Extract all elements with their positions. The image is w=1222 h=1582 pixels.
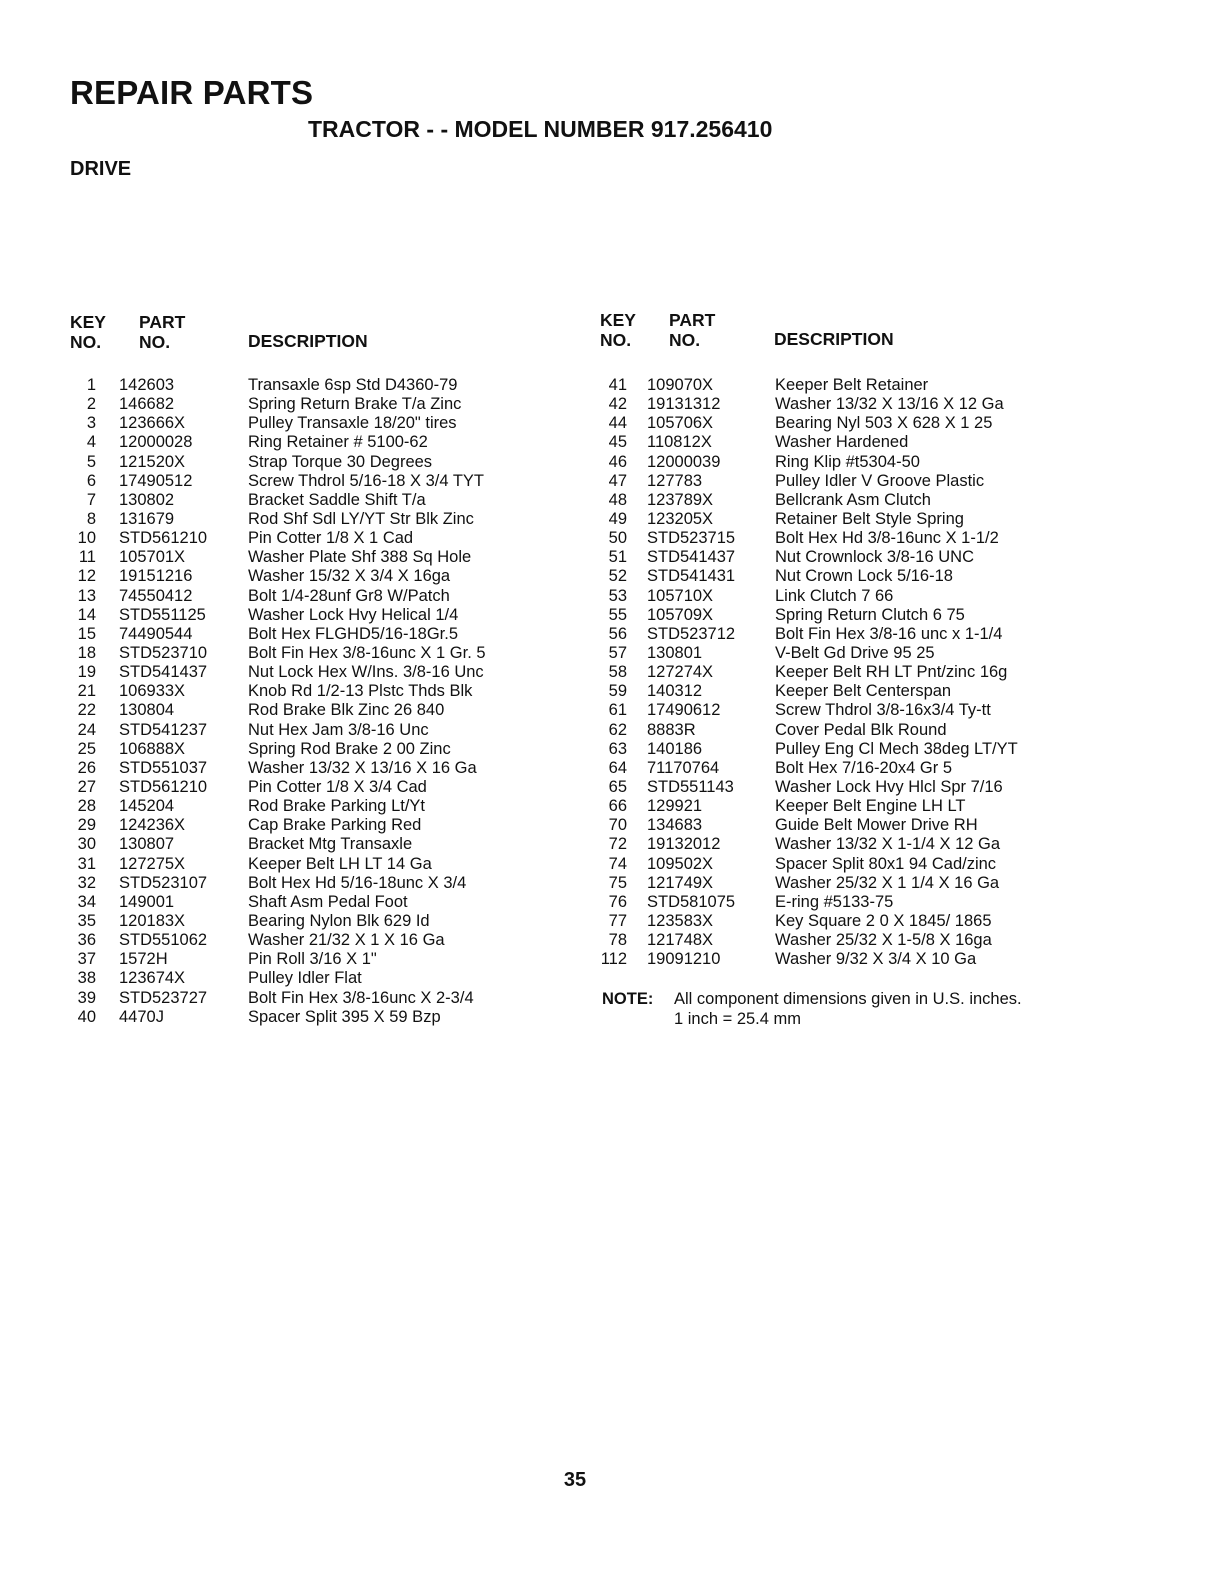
part-number: 127274X bbox=[647, 663, 714, 682]
part-number: 121520X bbox=[119, 452, 186, 471]
part-number: 123674X bbox=[119, 969, 186, 988]
part-number: STD541431 bbox=[647, 567, 736, 586]
part-number: 71170764 bbox=[647, 758, 720, 777]
part-number: STD523727 bbox=[119, 988, 208, 1007]
part-description: Pulley Eng Cl Mech 38deg LT/YT bbox=[775, 739, 1018, 758]
part-header-line1: PART bbox=[669, 310, 716, 330]
key-header-line2: NO. bbox=[600, 330, 632, 350]
part-description: Retainer Belt Style Spring bbox=[775, 509, 964, 528]
note-text: All component dimensions given in U.S. inches. bbox=[674, 990, 1022, 1009]
key-number: 28 bbox=[77, 797, 96, 816]
part-number: STD551143 bbox=[647, 777, 734, 796]
key-number: 42 bbox=[608, 395, 627, 414]
part-description: Shaft Asm Pedal Foot bbox=[248, 892, 408, 911]
part-number: 140186 bbox=[647, 739, 703, 758]
key-number: 32 bbox=[77, 873, 96, 892]
key-number: 65 bbox=[608, 777, 627, 796]
part-description: E-ring #5133-75 bbox=[775, 892, 894, 911]
part-number: 146682 bbox=[119, 395, 175, 414]
key-number: 30 bbox=[77, 835, 96, 854]
part-number: 105701X bbox=[119, 548, 186, 567]
key-number: 8 bbox=[86, 509, 96, 528]
part-number: STD561210 bbox=[119, 529, 208, 548]
part-description: Transaxle 6sp Std D4360-79 bbox=[248, 376, 458, 394]
part-number: STD523107 bbox=[119, 873, 208, 892]
part-number: 110812X bbox=[647, 433, 712, 452]
part-number: 106933X bbox=[119, 682, 186, 701]
part-description: Pulley Idler Flat bbox=[248, 969, 362, 988]
key-number: 21 bbox=[77, 682, 96, 701]
part-number: 130801 bbox=[647, 643, 703, 662]
part-description: Ring Klip #t5304-50 bbox=[775, 452, 920, 471]
part-description: Keeper Belt LH LT 14 Ga bbox=[248, 854, 432, 873]
part-number: STD541437 bbox=[647, 548, 736, 567]
part-number: STD561210 bbox=[119, 777, 208, 796]
part-description: Spring Rod Brake 2 00 Zinc bbox=[248, 739, 451, 758]
part-number: 105709X bbox=[647, 605, 714, 624]
part-description: Cover Pedal Blk Round bbox=[775, 720, 947, 739]
part-description: Keeper Belt Centerspan bbox=[775, 682, 952, 701]
part-number: 105706X bbox=[647, 414, 714, 433]
part-description: Bellcrank Asm Clutch bbox=[775, 490, 931, 509]
key-number: 45 bbox=[608, 433, 627, 452]
part-description: Bearing Nyl 503 X 628 X 1 25 bbox=[775, 414, 993, 433]
part-number: 12000039 bbox=[647, 452, 721, 471]
part-number: 120183X bbox=[119, 911, 186, 930]
part-description: Bolt Fin Hex 3/8-16unc X 1 Gr. 5 bbox=[248, 643, 486, 662]
key-number: 55 bbox=[608, 605, 627, 624]
part-description: Spacer Split 80x1 94 Cad/zinc bbox=[775, 854, 997, 873]
part-description: Keeper Belt Engine LH LT bbox=[775, 797, 966, 816]
key-number: 76 bbox=[608, 892, 627, 911]
key-number: 112 bbox=[600, 950, 627, 969]
part-number: STD523710 bbox=[119, 643, 208, 662]
part-number: STD551125 bbox=[119, 605, 206, 624]
key-number: 44 bbox=[608, 414, 627, 433]
part-number: STD523712 bbox=[647, 624, 736, 643]
part-description: Cap Brake Parking Red bbox=[248, 816, 422, 835]
key-number: 39 bbox=[77, 988, 96, 1007]
page-number: 35 bbox=[563, 1469, 587, 1491]
part-description: Pin Roll 3/16 X 1" bbox=[248, 950, 377, 969]
part-description: Nut Lock Hex W/Ins. 3/8-16 Unc bbox=[248, 663, 484, 682]
key-number: 7 bbox=[86, 490, 96, 509]
part-description: Spring Return Brake T/a Zinc bbox=[248, 395, 462, 414]
key-number: 40 bbox=[77, 1007, 96, 1026]
key-number: 48 bbox=[608, 490, 627, 509]
key-number: 72 bbox=[608, 835, 627, 854]
section-heading: DRIVE bbox=[70, 158, 132, 180]
key-number: 58 bbox=[608, 663, 627, 682]
key-number: 11 bbox=[78, 548, 96, 567]
part-number: 140312 bbox=[647, 682, 703, 701]
description-header: DESCRIPTION bbox=[774, 329, 894, 349]
key-number: 10 bbox=[77, 529, 96, 548]
key-number: 41 bbox=[608, 376, 627, 394]
part-description: Bearing Nylon Blk 629 Id bbox=[248, 911, 430, 930]
part-number: 130802 bbox=[119, 490, 175, 509]
part-number: 4470J bbox=[119, 1007, 164, 1026]
part-number: 109502X bbox=[647, 854, 714, 873]
key-number: 34 bbox=[77, 892, 96, 911]
key-number: 2 bbox=[86, 395, 96, 414]
part-number: 127783 bbox=[647, 471, 703, 490]
part-number: 109070X bbox=[647, 376, 714, 394]
page-title: REPAIR PARTS bbox=[70, 74, 314, 111]
part-description: Bolt Hex Hd 3/8-16unc X 1-1/2 bbox=[775, 529, 999, 548]
part-number: 19131312 bbox=[647, 395, 721, 414]
part-description: Bolt Fin Hex 3/8-16 unc x 1-1/4 bbox=[775, 624, 1003, 643]
key-number: 70 bbox=[608, 816, 627, 835]
key-number: 12 bbox=[77, 567, 96, 586]
key-number: 31 bbox=[77, 854, 96, 873]
key-number: 56 bbox=[608, 624, 627, 643]
key-number: 14 bbox=[77, 605, 96, 624]
key-number: 5 bbox=[86, 452, 96, 471]
part-number: 149001 bbox=[119, 892, 175, 911]
part-description: Pulley Idler V Groove Plastic bbox=[775, 471, 985, 490]
key-number: 64 bbox=[608, 758, 627, 777]
part-description: Guide Belt Mower Drive RH bbox=[775, 816, 978, 835]
part-number: 19091210 bbox=[647, 950, 721, 969]
part-description: Spring Return Clutch 6 75 bbox=[775, 605, 965, 624]
part-number: STD551062 bbox=[119, 931, 208, 950]
part-number: 129921 bbox=[647, 797, 703, 816]
key-number: 62 bbox=[608, 720, 627, 739]
part-description: Ring Retainer # 5100-62 bbox=[248, 433, 428, 452]
key-number: 38 bbox=[77, 969, 96, 988]
part-description: Bolt Hex FLGHD5/16-18Gr.5 bbox=[248, 624, 459, 643]
description-header: DESCRIPTION bbox=[248, 331, 368, 351]
part-description: Washer 25/32 X 1 1/4 X 16 Ga bbox=[775, 873, 1000, 892]
note-label: NOTE: bbox=[602, 990, 654, 1009]
key-number: 13 bbox=[77, 586, 96, 605]
key-number: 59 bbox=[608, 682, 627, 701]
part-description: Nut Crownlock 3/8-16 UNC bbox=[775, 548, 974, 567]
key-number: 78 bbox=[608, 931, 627, 950]
key-number: 74 bbox=[608, 854, 627, 873]
key-header-line2: NO. bbox=[70, 332, 102, 352]
part-number: 121748X bbox=[647, 931, 714, 950]
key-number: 50 bbox=[608, 529, 627, 548]
part-number: 123666X bbox=[119, 414, 186, 433]
key-number: 22 bbox=[77, 701, 96, 720]
part-number: 105710X bbox=[647, 586, 714, 605]
key-number: 3 bbox=[86, 414, 96, 433]
part-description: Washer Hardened bbox=[775, 433, 909, 452]
part-number: STD541437 bbox=[119, 663, 208, 682]
part-number: 1572H bbox=[119, 950, 168, 969]
part-description: Washer 13/32 X 1-1/4 X 12 Ga bbox=[775, 835, 1001, 854]
key-header-line1: KEY bbox=[70, 312, 106, 332]
key-number: 46 bbox=[608, 452, 627, 471]
part-description: Washer 9/32 X 3/4 X 10 Ga bbox=[775, 950, 977, 969]
part-description: Bracket Saddle Shift T/a bbox=[248, 490, 426, 509]
part-number: 131679 bbox=[119, 509, 175, 528]
part-description: Screw Thdrol 5/16-18 X 3/4 TYT bbox=[248, 471, 485, 490]
part-description: Rod Shf Sdl LY/YT Str Blk Zinc bbox=[248, 509, 474, 528]
part-description: Pin Cotter 1/8 X 1 Cad bbox=[248, 529, 414, 548]
part-number: STD541237 bbox=[119, 720, 208, 739]
part-description: V-Belt Gd Drive 95 25 bbox=[775, 643, 935, 662]
part-number: 123583X bbox=[647, 911, 714, 930]
key-number: 15 bbox=[77, 624, 96, 643]
part-number: 8883R bbox=[647, 720, 696, 739]
key-number: 63 bbox=[608, 739, 627, 758]
part-number: 121749X bbox=[647, 873, 714, 892]
key-number: 24 bbox=[77, 720, 96, 739]
part-description: Bracket Mtg Transaxle bbox=[248, 835, 413, 854]
part-header-line1: PART bbox=[139, 312, 186, 332]
key-number: 29 bbox=[77, 816, 96, 835]
part-description: Spacer Split 395 X 59 Bzp bbox=[248, 1007, 441, 1026]
key-number: 25 bbox=[77, 739, 96, 758]
part-description: Washer 13/32 X 13/16 X 12 Ga bbox=[775, 395, 1004, 414]
part-description: Bolt Hex 7/16-20x4 Gr 5 bbox=[775, 758, 953, 777]
part-description: Strap Torque 30 Degrees bbox=[248, 452, 433, 471]
key-number: 27 bbox=[77, 777, 96, 796]
key-number: 47 bbox=[608, 471, 627, 490]
key-number: 6 bbox=[86, 471, 96, 490]
key-number: 36 bbox=[77, 931, 96, 950]
part-number: 123789X bbox=[647, 490, 714, 509]
part-number: STD581075 bbox=[647, 892, 736, 911]
part-description: Key Square 2 0 X 1845/ 1865 bbox=[775, 911, 992, 930]
part-description: Washer Plate Shf 388 Sq Hole bbox=[248, 548, 472, 567]
note-conversion: 1 inch = 25.4 mm bbox=[674, 1010, 802, 1029]
part-header-line2: NO. bbox=[139, 332, 171, 352]
key-number: 57 bbox=[608, 643, 627, 662]
part-number: 19151216 bbox=[119, 567, 193, 586]
key-number: 49 bbox=[608, 509, 627, 528]
part-description: Washer 13/32 X 13/16 X 16 Ga bbox=[248, 758, 477, 777]
part-number: 106888X bbox=[119, 739, 186, 758]
part-description: Bolt 1/4-28unf Gr8 W/Patch bbox=[248, 586, 450, 605]
model-subtitle: TRACTOR - - MODEL NUMBER 917.256410 bbox=[308, 116, 773, 142]
part-description: Bolt Hex Hd 5/16-18unc X 3/4 bbox=[248, 873, 467, 892]
part-number: 127275X bbox=[119, 854, 186, 873]
key-number: 53 bbox=[608, 586, 627, 605]
part-description: Pulley Transaxle 18/20" tires bbox=[248, 414, 457, 433]
part-description: Nut Crown Lock 5/16-18 bbox=[775, 567, 953, 586]
key-number: 61 bbox=[608, 701, 627, 720]
key-number: 26 bbox=[77, 758, 96, 777]
key-header-line1: KEY bbox=[600, 310, 636, 330]
part-number: 142603 bbox=[119, 376, 175, 394]
part-description: Link Clutch 7 66 bbox=[775, 586, 894, 605]
key-number: 66 bbox=[608, 797, 627, 816]
key-number: 35 bbox=[77, 911, 96, 930]
key-number: 51 bbox=[608, 548, 627, 567]
part-description: Nut Hex Jam 3/8-16 Unc bbox=[248, 720, 429, 739]
part-number: 74550412 bbox=[119, 586, 193, 605]
part-number: 124236X bbox=[119, 816, 186, 835]
key-number: 52 bbox=[608, 567, 627, 586]
part-number: STD523715 bbox=[647, 529, 736, 548]
part-description: Washer 21/32 X 1 X 16 Ga bbox=[248, 931, 445, 950]
key-number: 19 bbox=[77, 663, 96, 682]
part-number: 134683 bbox=[647, 816, 703, 835]
part-number: 123205X bbox=[647, 509, 714, 528]
part-number: 17490612 bbox=[647, 701, 721, 720]
key-number: 18 bbox=[77, 643, 96, 662]
part-number: 12000028 bbox=[119, 433, 193, 452]
part-description: Knob Rd 1/2-13 Plstc Thds Blk bbox=[248, 682, 473, 701]
part-description: Rod Brake Blk Zinc 26 840 bbox=[248, 701, 445, 720]
key-number: 37 bbox=[77, 950, 96, 969]
part-number: 145204 bbox=[119, 797, 175, 816]
key-number: 1 bbox=[86, 376, 96, 394]
part-description: Washer Lock Hvy Helical 1/4 bbox=[248, 605, 459, 624]
part-description: Bolt Fin Hex 3/8-16unc X 2-3/4 bbox=[248, 988, 474, 1007]
part-description: Washer 15/32 X 3/4 X 16ga bbox=[248, 567, 451, 586]
part-description: Washer 25/32 X 1-5/8 X 16ga bbox=[775, 931, 992, 950]
part-number: 17490512 bbox=[119, 471, 193, 490]
part-description: Pin Cotter 1/8 X 3/4 Cad bbox=[248, 777, 427, 796]
part-description: Washer Lock Hvy Hlcl Spr 7/16 bbox=[775, 777, 1003, 796]
key-number: 75 bbox=[608, 873, 627, 892]
part-number: STD551037 bbox=[119, 758, 208, 777]
part-number: 130804 bbox=[119, 701, 175, 720]
part-number: 74490544 bbox=[119, 624, 193, 643]
part-description: Rod Brake Parking Lt/Yt bbox=[248, 797, 426, 816]
part-number: 130807 bbox=[119, 835, 175, 854]
part-description: Keeper Belt RH LT Pnt/zinc 16g bbox=[775, 663, 1008, 682]
key-number: 4 bbox=[86, 433, 96, 452]
key-number: 77 bbox=[608, 911, 627, 930]
part-description: Keeper Belt Retainer bbox=[775, 376, 929, 394]
part-number: 19132012 bbox=[647, 835, 721, 854]
part-description: Screw Thdrol 3/8-16x3/4 Ty-tt bbox=[775, 701, 991, 720]
part-header-line2: NO. bbox=[669, 330, 701, 350]
